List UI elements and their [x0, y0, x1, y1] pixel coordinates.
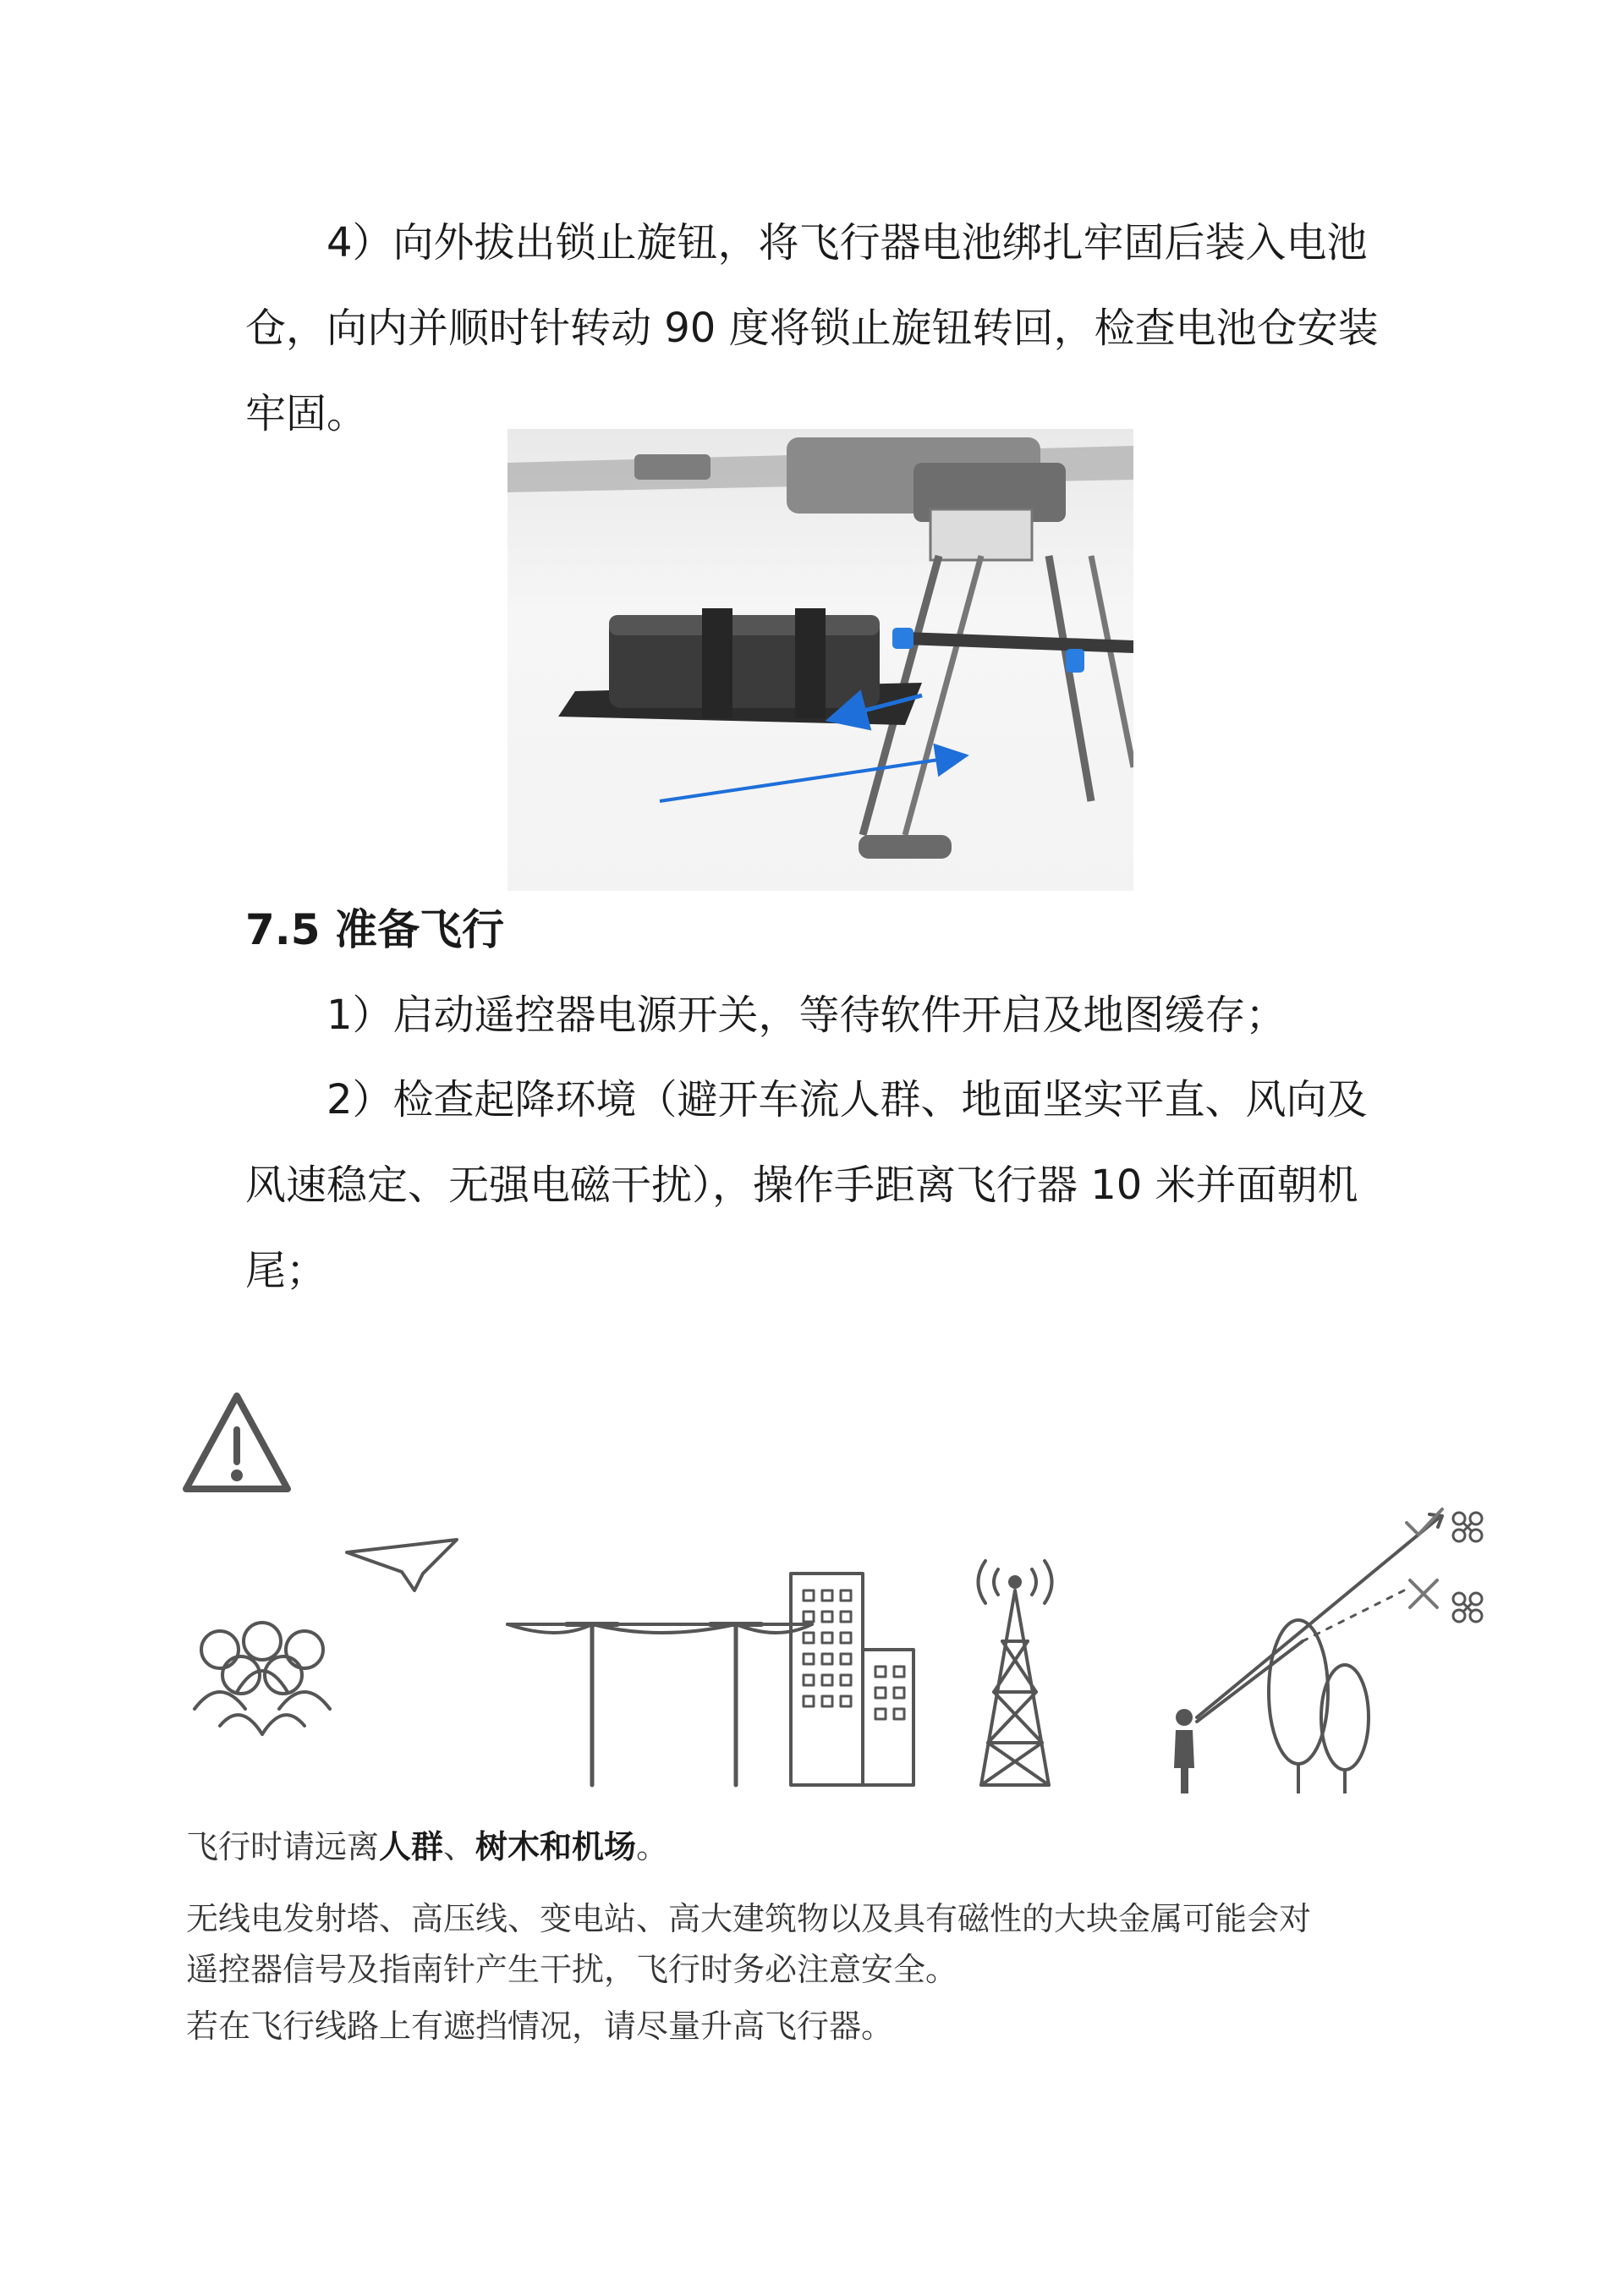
section-heading: 7.5 准备飞行 [245, 905, 504, 954]
step-2-paragraph: 2）检查起降环境（避开车流人群、地面坚实平直、风向及风速稳定、无强电磁干扰），操作手距离飞行器 10 米并面朝机尾； [245, 1076, 1368, 1294]
power-line-icon [508, 1624, 812, 1785]
warning-icon [186, 1396, 288, 1489]
status-marks [1400, 1497, 1451, 1624]
battery-installation-photo [508, 429, 1133, 891]
caption-line-2: 无线电发射塔、高压线、变电站、高大建筑物以及具有磁性的大块金属可能会对 [186, 1900, 1312, 1937]
building-icon [791, 1574, 914, 1785]
step-4-paragraph: 4）向外拔出锁止旋钮，将飞行器电池绑扎牢固后装入电池仓，向内并顺时针转动 90 度将锁止旋钮转回，检查电池仓安装牢固。 [245, 219, 1379, 437]
radio-tower-icon [979, 1561, 1052, 1785]
cross-icon [1410, 1580, 1437, 1607]
check-icon [1407, 1509, 1442, 1535]
airplane-icon [347, 1540, 457, 1590]
caption-line-3: 遥控器信号及指南针产生干扰，飞行时务必注意安全。 [186, 1951, 958, 1988]
caption-line-4: 若在飞行线路上有遮挡情况，请尽量升高飞行器。 [186, 2008, 894, 2045]
caption-line-1: 飞行时请远离人群、树木和机场。 [186, 1828, 669, 1865]
step-1-paragraph: 1）启动遥控器电源开关，等待软件开启及地图缓存； [326, 991, 1287, 1039]
crowd-icon [195, 1623, 330, 1734]
